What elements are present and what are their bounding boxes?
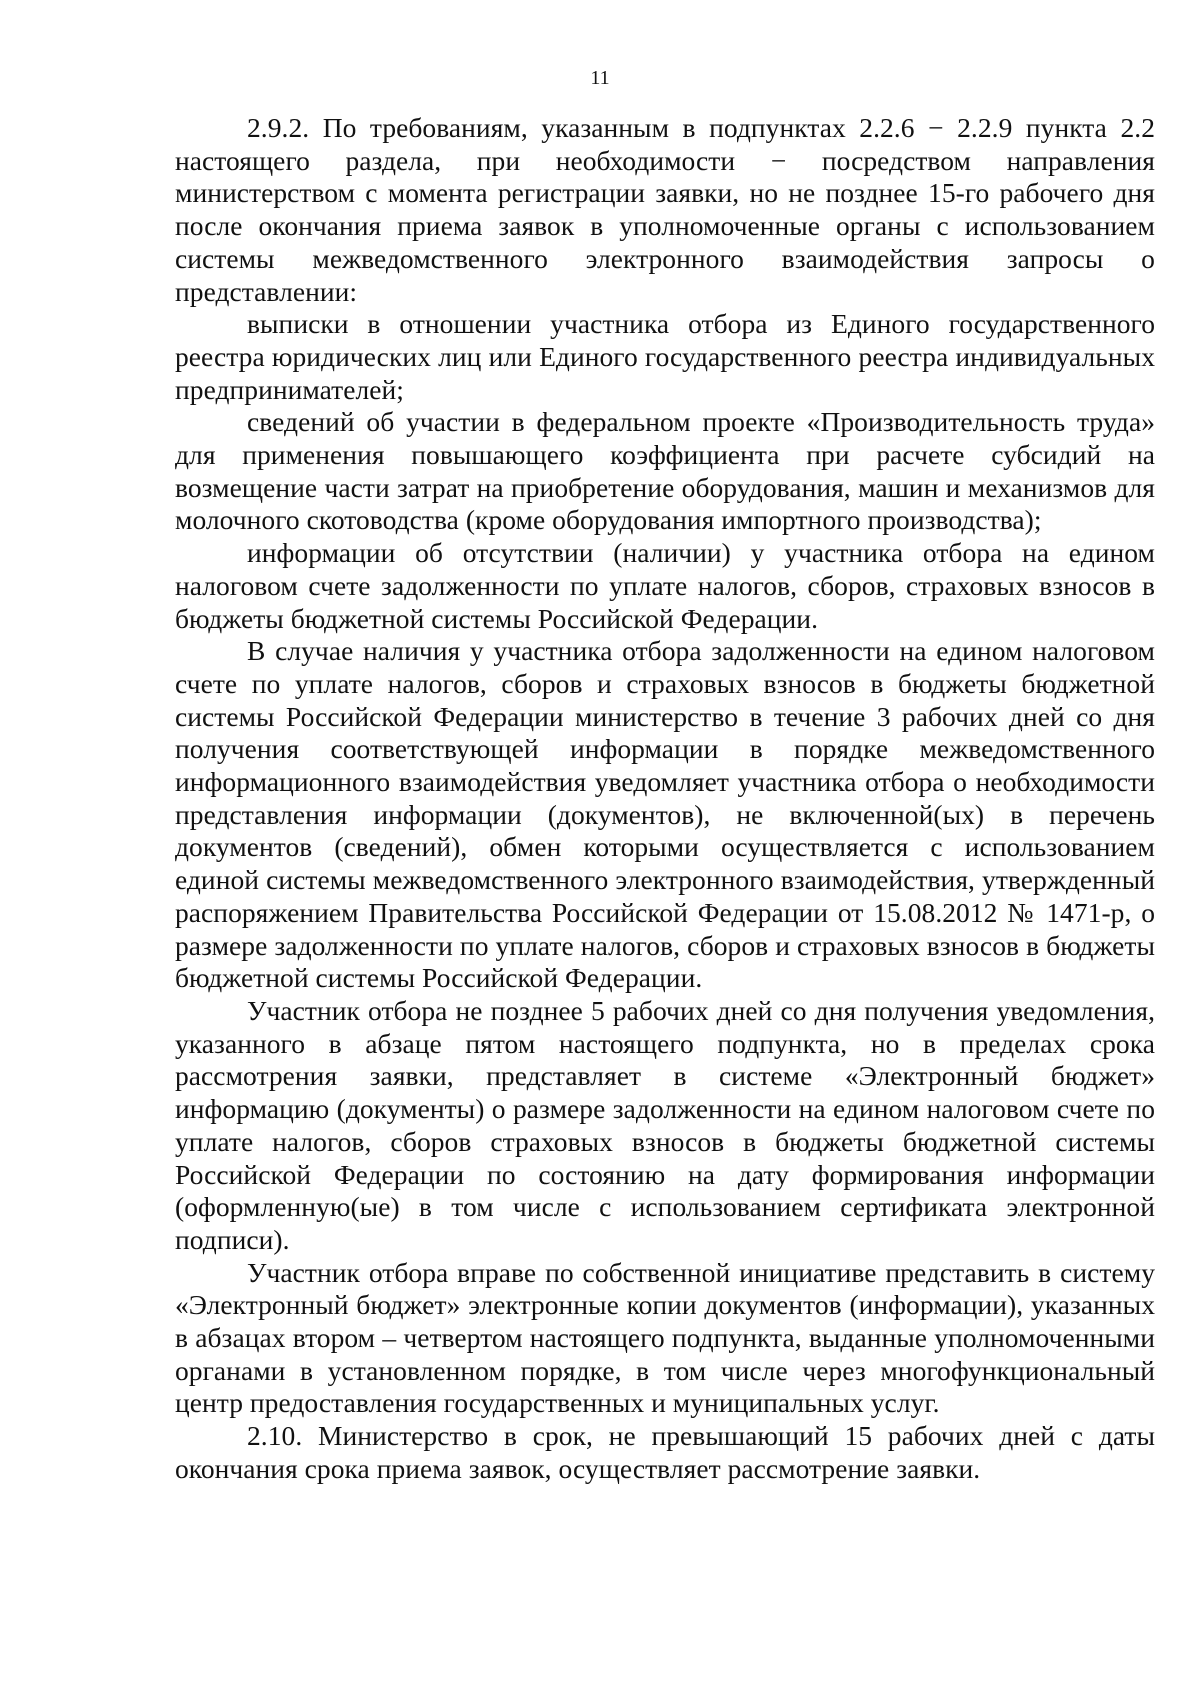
- paragraph-tax-debt-info: информации об отсутствии (наличии) у участника отбора на едином налоговом счете задолженности по уплате налогов, сборов, страховых взносов в бюджеты бюджетной системы Российской Федерации.: [175, 537, 1155, 634]
- document-body: [175, 112, 1155, 1486]
- page-number: 11: [590, 67, 610, 89]
- paragraph-own-initiative: Участник отбора вправе по собственной инициативе представить в систему «Электронный бюджет» электронные копии документов (информации), указанных в абзацах втором – четвертом настоящего подпункта, выданные уполномоченными органами в установленном порядке, в том числе через многофункциональный центр предоставления государственных и муниципальных услуг.: [175, 1256, 1155, 1419]
- paragraph-debt-notification: В случае наличия у участника отбора задолженности на едином налоговом счете по уплате налогов, сборов и страховых взносов в бюджеты бюджетной системы Российской Федерации министерство в течение 3 рабочих дней со дня получения соответствующей информации в порядке межведомственного информационного взаимодействия уведомляет участника отбора о необходимости представления информации (документов), не включенной(ых) в перечень документов (сведений), обмен которыми осуществляется с использованием единой системы межведомственного электронного взаимодействия, утвержденный распоряжением Правительства Российской Федерации от 15.08.2012 № 1471-р, о размере задолженности по уплате налогов, сборов и страховых взносов в бюджеты бюджетной системы Российской Федерации.: [175, 635, 1155, 994]
- paragraph-extract-registry: выписки в отношении участника отбора из Единого государственного реестра юридических лиц или Единого государственного реестра индивидуальных предпринимателей;: [175, 308, 1155, 405]
- paragraph-participant-response: Участник отбора не позднее 5 рабочих дней со дня получения уведомления, указанного в абзаце пятом настоящего подпункта, но в пределах срока рассмотрения заявки, представляет в системе «Электронный бюджет» информацию (документы) о размере задолженности на едином налоговом счете по уплате налогов, сборов страховых взносов в бюджеты бюджетной системы Российской Федерации по состоянию на дату формирования информации (оформленную(ые) в том числе с использованием сертификата электронной подписи).: [175, 994, 1155, 1255]
- paragraph-productivity-project: сведений об участии в федеральном проекте «Производительность труда» для применения повышающего коэффициента при расчете субсидий на возмещение части затрат на приобретение оборудования, машин и механизмов для молочного скотоводства (кроме оборудования импортного производства);: [175, 406, 1155, 536]
- paragraph-2-10: 2.10. Министерство в срок, не превышающий 15 рабочих дней с даты окончания срока приема заявок, осуществляет рассмотрение заявки.: [175, 1420, 1155, 1484]
- paragraph-2-9-2: 2.9.2. По требованиям, указанным в подпунктах 2.2.6 − 2.2.9 пункта 2.2 настоящего раздела, при необходимости − посредством направления министерством с момента регистрации заявки, но не позднее 15-го рабочего дня после окончания приема заявок в уполномоченные органы с использованием системы межведомственного электронного взаимодействия запросы о представлении:: [175, 112, 1155, 307]
